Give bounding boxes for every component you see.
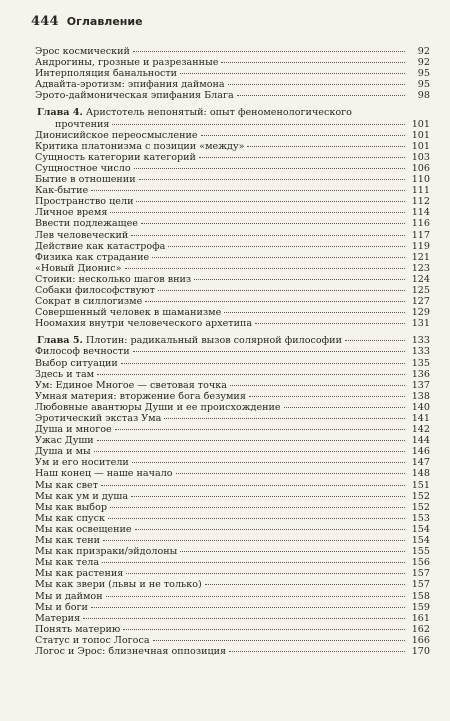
- toc-entry[interactable]: [33, 635, 430, 646]
- toc-entry[interactable]: [33, 57, 430, 68]
- toc-entry[interactable]: [33, 546, 430, 557]
- toc-entry-title: Интерполяция банальности: [35, 68, 178, 80]
- toc-entry-page: 106: [411, 162, 430, 174]
- toc-entry-title: Ввести подлежащее: [35, 218, 138, 230]
- toc-entry-title: Эротический экстаз Ума: [35, 413, 162, 424]
- toc-entry-page: 127: [411, 296, 430, 308]
- toc-entry[interactable]: [33, 624, 430, 635]
- toc-entry[interactable]: [33, 152, 430, 163]
- running-title: Оглавление: [66, 15, 143, 28]
- toc-entry-page: 142: [411, 424, 430, 436]
- toc-entry-page: 140: [411, 401, 430, 413]
- toc-entry-page: 161: [411, 612, 430, 624]
- toc-entry-title: Ум и его носители: [35, 457, 129, 469]
- toc-entry[interactable]: [33, 296, 430, 307]
- toc-entry[interactable]: [33, 196, 430, 207]
- dot-leader: [134, 168, 405, 169]
- dot-leader: [164, 418, 405, 419]
- toc-entry-title: Мы как ум и душа: [35, 490, 129, 502]
- toc-entry[interactable]: [33, 413, 430, 424]
- toc-entry[interactable]: [33, 446, 430, 457]
- toc-entry-page: 162: [411, 623, 430, 635]
- toc-entry[interactable]: [33, 579, 430, 590]
- dot-leader: [136, 201, 405, 202]
- toc-entry[interactable]: [33, 263, 430, 274]
- toc-entry[interactable]: [33, 318, 430, 329]
- toc-entry[interactable]: [33, 480, 430, 491]
- toc-entry[interactable]: [33, 274, 430, 285]
- toc-entry[interactable]: [33, 524, 430, 535]
- toc-entry[interactable]: [33, 163, 430, 174]
- toc-entry-title: Выбор ситуации: [35, 357, 118, 369]
- toc-entry-page: 92: [417, 57, 430, 69]
- toc-entry[interactable]: [33, 602, 430, 613]
- dot-leader: [108, 518, 405, 519]
- toc-entry-page: 157: [411, 579, 430, 591]
- toc-entry-page: 121: [411, 251, 430, 263]
- dot-leader: [121, 363, 405, 364]
- toc-entry-title: Мы и даймон: [35, 590, 103, 602]
- dot-leader: [91, 607, 405, 608]
- toc-entry[interactable]: [33, 402, 430, 413]
- toc-entry-title: Андрогины, грозные и разрезанные: [35, 57, 219, 69]
- toc-entry-page: 133: [411, 346, 430, 358]
- dot-leader: [249, 396, 405, 397]
- toc-entry[interactable]: [33, 218, 430, 229]
- toc-entry[interactable]: [33, 369, 430, 380]
- toc-entry-page: 98: [417, 90, 430, 102]
- toc-entry-title: Мы как спуск: [35, 512, 106, 524]
- toc-entry-title: Бытие в отношении: [35, 174, 136, 186]
- dot-leader: [110, 507, 405, 508]
- toc-entry[interactable]: [33, 646, 430, 657]
- toc-entry-page: 152: [411, 490, 430, 502]
- dot-leader: [168, 246, 405, 247]
- toc-entry-title: Материя: [35, 612, 81, 624]
- dot-leader: [101, 485, 405, 486]
- toc-entry-page: 155: [411, 546, 430, 558]
- dot-leader: [131, 496, 405, 497]
- toc-entry[interactable]: [33, 130, 430, 141]
- toc-entry-title: Как-бытие: [35, 185, 89, 197]
- dot-leader: [97, 374, 405, 375]
- chapter-title-line-2: прочтения: [55, 118, 110, 130]
- dot-leader: [153, 640, 405, 641]
- toc-entry[interactable]: [33, 557, 430, 568]
- dot-leader: [94, 451, 405, 452]
- toc-entry-page: 135: [411, 357, 430, 369]
- toc-entry[interactable]: [33, 68, 430, 79]
- toc-entry-page: 103: [411, 151, 430, 163]
- toc-entry-title: Мы и боги: [35, 601, 88, 613]
- toc-entry-title: Мы как звери (львы и не только): [35, 579, 202, 591]
- toc-entry-title: Мы как призраки/эйдолоны: [35, 546, 178, 558]
- dot-leader: [83, 618, 405, 619]
- dot-leader: [230, 385, 405, 386]
- toc-entry-page: 157: [411, 568, 430, 580]
- toc-entry-page: 152: [411, 501, 430, 513]
- toc-entry-page: 136: [411, 368, 430, 380]
- dot-leader: [131, 235, 405, 236]
- toc-entry-title: Ум: Единое Многое — световая точка: [35, 379, 227, 391]
- toc-entry-title: Дионисийское переосмысление: [35, 129, 198, 141]
- toc-entry-title: Физика как страдание: [35, 251, 150, 263]
- toc-entry-title: Адвайта-эротизм: эпифания даймона: [35, 79, 225, 91]
- toc-entry-page: 151: [411, 479, 430, 491]
- toc-entry-page: 119: [411, 240, 430, 252]
- toc-entry[interactable]: [33, 252, 430, 263]
- toc-entry[interactable]: [33, 185, 430, 196]
- toc-entry[interactable]: [33, 346, 430, 357]
- dot-leader: [139, 179, 405, 180]
- toc-entry[interactable]: [33, 568, 430, 579]
- toc-entry[interactable]: [33, 230, 430, 241]
- toc-entry[interactable]: [33, 513, 430, 524]
- toc-entry-page: 112: [411, 196, 430, 208]
- dot-leader: [180, 551, 405, 552]
- toc-entry-page: 92: [417, 46, 430, 57]
- toc-entry-page: 166: [411, 634, 430, 646]
- toc-entry-title: Логос и Эрос: близнечная оппозиция: [35, 645, 227, 657]
- toc-entry-title: Умная материя: вторжение бога безумия: [35, 390, 246, 402]
- dot-leader: [133, 351, 405, 352]
- toc-entry[interactable]: [33, 535, 430, 546]
- dot-leader: [106, 596, 405, 597]
- chapter-title: Плотин: радикальный вызов солярной философии: [85, 335, 342, 347]
- toc-entry-title: Мы как тени: [35, 535, 101, 547]
- dot-leader: [112, 124, 405, 125]
- chapter-label: Глава 5.: [37, 335, 83, 347]
- toc-entry-title: Мы как тела: [35, 557, 100, 569]
- toc-entry[interactable]: [33, 435, 430, 446]
- toc-entry-page: 101: [411, 129, 430, 141]
- dot-leader: [255, 323, 405, 324]
- toc-entry[interactable]: [33, 241, 430, 252]
- toc-entry-title: Сократ в силлогизме: [35, 296, 143, 308]
- toc-entry-title: Наш конец — наше начало: [35, 468, 173, 480]
- dot-leader: [125, 268, 406, 269]
- toc-entry-page: 146: [411, 446, 430, 458]
- toc-entry-page: 111: [411, 185, 430, 197]
- toc-entry-page: 141: [411, 413, 430, 424]
- toc-entry-page: 95: [417, 68, 430, 80]
- toc-entry-title: Мы как растения: [35, 568, 124, 580]
- toc-entry-page: 158: [411, 590, 430, 602]
- toc-entry-title: Мы как свет: [35, 479, 99, 491]
- toc-entry[interactable]: [33, 424, 430, 435]
- toc-entry-title: Душа и мы: [35, 446, 91, 458]
- toc-entry[interactable]: [33, 613, 430, 624]
- toc-entry[interactable]: [33, 491, 430, 502]
- toc-entry-title: Действие как катастрофа: [35, 240, 166, 252]
- toc-entry-page: 110: [411, 174, 430, 186]
- dot-leader: [180, 73, 405, 74]
- toc-entry-page: 125: [411, 284, 430, 296]
- toc-entry-page: 148: [411, 468, 430, 480]
- dot-leader: [247, 146, 405, 147]
- toc-entry[interactable]: [33, 90, 430, 101]
- toc-entry-title: Понять материю: [35, 623, 121, 635]
- running-header: [31, 14, 143, 29]
- dot-leader: [115, 429, 405, 430]
- toc-entry-title: Сущность категории категорий: [35, 151, 196, 163]
- dot-leader: [103, 540, 405, 541]
- dot-leader: [194, 279, 405, 280]
- toc-entry-title: Мы как выбор: [35, 501, 107, 513]
- toc-entry[interactable]: [33, 468, 430, 479]
- toc-entry-title: Здесь и там: [35, 368, 95, 380]
- chapter-page: 133: [411, 335, 430, 347]
- toc-entry-page: 159: [411, 601, 430, 613]
- toc-entry-page: 101: [411, 140, 430, 152]
- toc-entry-page: 129: [411, 307, 430, 319]
- dot-leader: [102, 562, 405, 563]
- toc-entry-title: Критика платонизма с позиции «между»: [35, 140, 245, 152]
- toc-entry-page: 144: [411, 435, 430, 447]
- toc-entry-title: «Новый Дионис»: [35, 262, 122, 274]
- page-number: 444: [31, 14, 59, 29]
- toc-entry-page: 95: [417, 79, 430, 91]
- toc-entry-title: Лев человеческий: [35, 229, 129, 241]
- toc-entry[interactable]: [33, 380, 430, 391]
- dot-leader: [199, 157, 405, 158]
- toc-entry[interactable]: [33, 307, 430, 318]
- dot-leader: [123, 629, 405, 630]
- dot-leader: [176, 473, 405, 474]
- toc-group-chapter-3-tail: [33, 46, 430, 101]
- chapter-title-line-1: Аристотель непонятый: опыт феноменологического: [85, 107, 352, 119]
- chapter-label: Глава 4.: [37, 107, 83, 119]
- dot-leader: [201, 135, 405, 136]
- chapter-page: 101: [411, 118, 430, 130]
- toc-entry-title: Ноомахия внутри человеческого архетипа: [35, 318, 253, 330]
- dot-leader: [228, 84, 405, 85]
- toc-chapter-5[interactable]: [33, 335, 430, 346]
- toc-entry-page: 154: [411, 535, 430, 547]
- toc-entry-page: 156: [411, 557, 430, 569]
- toc-entry[interactable]: [33, 591, 430, 602]
- toc-entry-title: Сущностное число: [35, 162, 131, 174]
- dot-leader: [205, 584, 405, 585]
- toc-entry-title: Мы как освещение: [35, 523, 132, 535]
- dot-leader: [345, 340, 405, 341]
- toc-entry[interactable]: [33, 79, 430, 90]
- toc-entry-page: 147: [411, 457, 430, 469]
- toc-entry-title: Статус и топос Логоса: [35, 634, 150, 646]
- dot-leader: [237, 95, 405, 96]
- table-of-contents: [33, 46, 430, 657]
- toc-chapter-4[interactable]: [33, 107, 430, 129]
- dot-leader: [229, 651, 405, 652]
- toc-entry-title: Пространство цели: [35, 196, 134, 208]
- toc-entry[interactable]: [33, 46, 430, 57]
- dot-leader: [97, 440, 405, 441]
- toc-entry-title: Собаки философствуют: [35, 284, 155, 296]
- toc-entry-title: Душа и многое: [35, 424, 112, 436]
- toc-entry-title: Философ вечности: [35, 346, 130, 358]
- toc-entry[interactable]: [33, 358, 430, 369]
- toc-entry[interactable]: [33, 285, 430, 296]
- toc-entry[interactable]: [33, 141, 430, 152]
- toc-entry[interactable]: [33, 457, 430, 468]
- toc-entry-page: 123: [411, 262, 430, 274]
- toc-entry-title: Личное время: [35, 207, 108, 219]
- toc-entry-title: Стоики: несколько шагов вниз: [35, 273, 192, 285]
- toc-entry-title: Эрото-даймоническая эпифания Блага: [35, 90, 234, 102]
- dot-leader: [284, 407, 405, 408]
- toc-group-chapter-5: [33, 346, 430, 657]
- dot-leader: [132, 462, 405, 463]
- dot-leader: [152, 257, 405, 258]
- toc-entry-page: 117: [411, 229, 430, 241]
- toc-group-chapter-4: [33, 130, 430, 330]
- toc-entry-title: Эрос космический: [35, 46, 130, 57]
- toc-entry[interactable]: [33, 391, 430, 402]
- dot-leader: [133, 51, 405, 52]
- dot-leader: [141, 223, 405, 224]
- dot-leader: [135, 529, 405, 530]
- toc-entry-title: Любовные авантюры Души и ее происхождение: [35, 401, 281, 413]
- dot-leader: [221, 62, 405, 63]
- toc-entry[interactable]: [33, 502, 430, 513]
- toc-entry-page: 137: [411, 379, 430, 391]
- dot-leader: [126, 573, 405, 574]
- toc-entry-title: Ужас Души: [35, 435, 94, 447]
- dot-leader: [224, 312, 405, 313]
- dot-leader: [110, 212, 405, 213]
- toc-entry-page: 154: [411, 523, 430, 535]
- toc-entry-page: 153: [411, 512, 430, 524]
- toc-entry-title: Совершенный человек в шаманизме: [35, 307, 222, 319]
- dot-leader: [158, 290, 405, 291]
- toc-entry-page: 124: [411, 273, 430, 285]
- toc-entry-page: 131: [411, 318, 430, 330]
- toc-entry[interactable]: [33, 174, 430, 185]
- toc-entry-page: 114: [411, 207, 430, 219]
- toc-entry-page: 116: [411, 218, 430, 230]
- dot-leader: [91, 190, 405, 191]
- toc-entry[interactable]: [33, 207, 430, 218]
- dot-leader: [145, 301, 405, 302]
- toc-entry-page: 170: [411, 645, 430, 657]
- toc-entry-page: 138: [411, 390, 430, 402]
